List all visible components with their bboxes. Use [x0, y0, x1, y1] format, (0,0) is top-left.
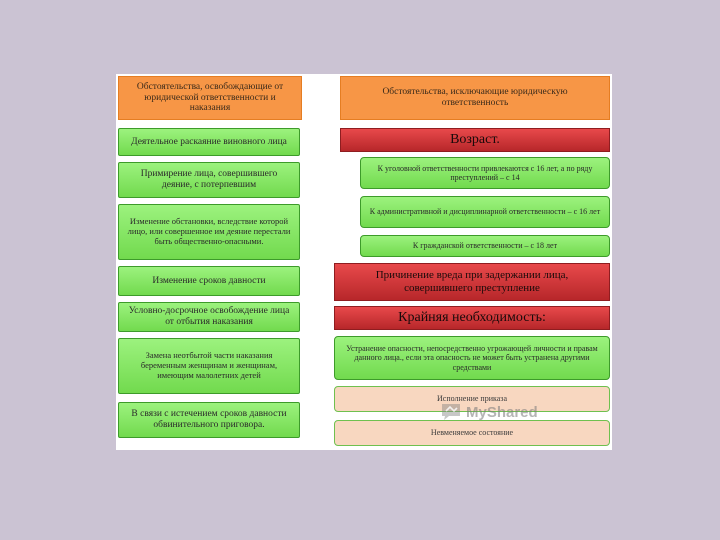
necessity-title-box — [334, 306, 610, 330]
left-item-changed-situation-text: Изменение обстановки, вследствие которой лицо, или совершенное им деяние перестали быть общественно-опасными. — [127, 216, 291, 246]
insanity-text: Невменяемое состояние — [430, 428, 514, 438]
left-item-reconciliation — [118, 162, 300, 198]
left-item-changed-situation — [118, 204, 300, 260]
right-header-text: Обстоятельства, исключающие юридическую ответственность — [382, 87, 568, 108]
order-text: Исполнение приказа — [436, 394, 508, 404]
right-header — [340, 76, 610, 120]
necessity-title: Крайняя необходимость: — [398, 309, 546, 325]
harm-box — [334, 263, 610, 301]
watermark-logo-icon — [440, 402, 462, 422]
age-title-box — [340, 128, 610, 152]
left-item-parole-text: Условно-досрочное освобождение лица от отбытия наказания — [128, 306, 290, 327]
age-title: Возраст. — [450, 131, 500, 147]
left-item-parole — [118, 302, 300, 332]
watermark — [440, 402, 538, 422]
age-item-civil — [360, 235, 610, 257]
necessity-description-box — [334, 336, 610, 380]
insanity-box — [334, 420, 610, 446]
age-item-criminal-text: К уголовной ответственности привлекаются с 16 лет, а по ряду преступлений – с 14 — [377, 163, 593, 182]
left-item-verdict-expiry-text: В связи с истечением сроков давности обвинительного приговора. — [131, 409, 287, 430]
left-item-sentence-replacement-text: Замена неотбытой части наказания беременным женщинам и женщинам, имеющим малолетних детей — [140, 350, 278, 380]
left-item-reconciliation-text: Примирение лица, совершившего деяние, с потерпевшим — [140, 169, 278, 190]
left-item-verdict-expiry — [118, 402, 300, 438]
left-item-remorse — [118, 128, 300, 156]
left-header — [118, 76, 302, 120]
left-item-limitation-change — [118, 266, 300, 296]
left-item-sentence-replacement — [118, 338, 300, 394]
age-item-administrative — [360, 196, 610, 228]
left-item-limitation-change-text: Изменение сроков давности — [152, 275, 266, 286]
left-item-remorse-text: Деятельное раскаяние виновного лица — [131, 136, 287, 147]
watermark-text: MyShared — [466, 403, 538, 421]
necessity-description: Устранение опасности, непосредственно угрожающей личности и правам данного лица., если эта опасность не может быть устранена другими средствами — [346, 344, 598, 372]
harm-title: Причинение вреда при задержании лица, совершившего преступление — [375, 269, 569, 294]
slide — [116, 74, 612, 450]
age-item-civil-text: К гражданской ответственности – с 18 лет — [412, 241, 558, 251]
age-item-criminal — [360, 157, 610, 189]
age-item-administrative-text: К административной и дисциплинарной ответственности – с 16 лет — [369, 207, 601, 217]
left-header-text: Обстоятельства, освобождающие от юридической ответственности и наказания — [136, 81, 284, 114]
